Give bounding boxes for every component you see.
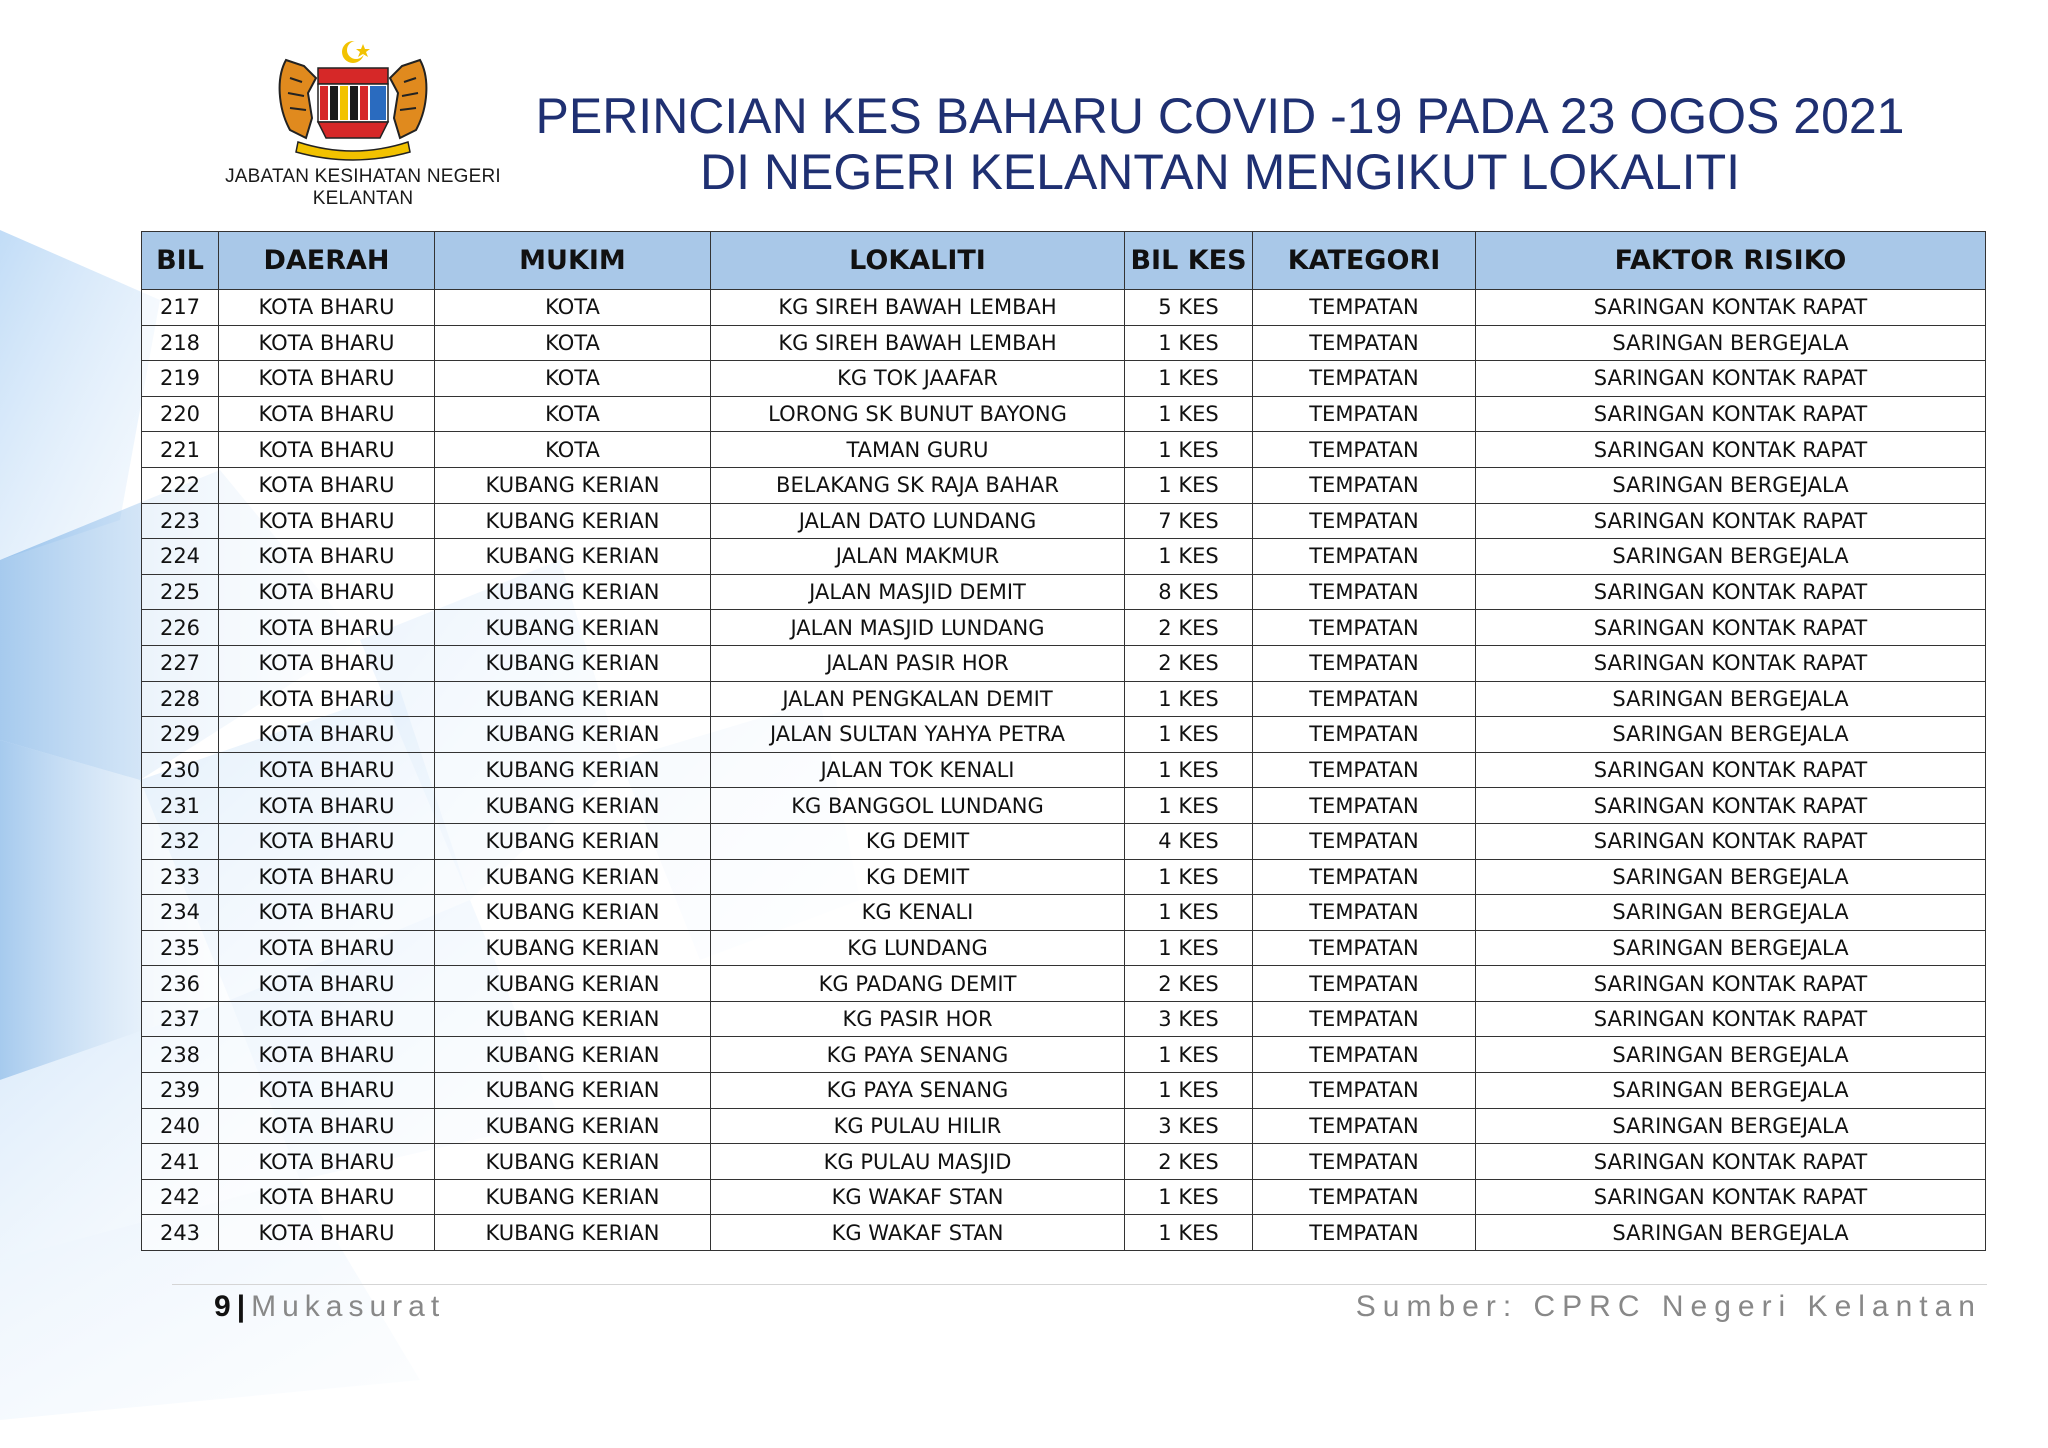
cell-mukim: KUBANG KERIAN <box>435 539 711 575</box>
cell-daerah: KOTA BHARU <box>219 1179 435 1215</box>
cell-mukim: KUBANG KERIAN <box>435 1001 711 1037</box>
cell-kategori: TEMPATAN <box>1253 1073 1476 1109</box>
cell-bil-kes: 1 KES <box>1125 788 1253 824</box>
cell-bil-kes: 1 KES <box>1125 717 1253 753</box>
table-row <box>142 432 1986 468</box>
cell-kategori: TEMPATAN <box>1253 610 1476 646</box>
cell-bil-kes: 7 KES <box>1125 503 1253 539</box>
cell-mukim: KOTA <box>435 325 711 361</box>
table-row <box>142 966 1986 1002</box>
cell-lokaliti: KG WAKAF STAN <box>711 1215 1125 1251</box>
cell-bil-kes: 4 KES <box>1125 823 1253 859</box>
cell-kategori: TEMPATAN <box>1253 396 1476 432</box>
cell-bil: 240 <box>142 1108 219 1144</box>
cell-bil-kes: 2 KES <box>1125 610 1253 646</box>
cell-daerah: KOTA BHARU <box>219 823 435 859</box>
cell-lokaliti: KG PULAU HILIR <box>711 1108 1125 1144</box>
cell-faktor-risiko: SARINGAN KONTAK RAPAT <box>1476 432 1986 468</box>
cell-lokaliti: KG PASIR HOR <box>711 1001 1125 1037</box>
cell-bil: 223 <box>142 503 219 539</box>
cell-mukim: KUBANG KERIAN <box>435 752 711 788</box>
cell-daerah: KOTA BHARU <box>219 895 435 931</box>
table-row <box>142 290 1986 326</box>
cell-bil-kes: 3 KES <box>1125 1001 1253 1037</box>
cell-daerah: KOTA BHARU <box>219 396 435 432</box>
cell-bil-kes: 1 KES <box>1125 361 1253 397</box>
cell-bil-kes: 1 KES <box>1125 895 1253 931</box>
column-header-lokaliti: LOKALITI <box>711 232 1125 290</box>
cell-mukim: KUBANG KERIAN <box>435 1215 711 1251</box>
cell-lokaliti: KG PULAU MASJID <box>711 1144 1125 1180</box>
cell-daerah: KOTA BHARU <box>219 859 435 895</box>
cell-faktor-risiko: SARINGAN KONTAK RAPAT <box>1476 396 1986 432</box>
title-line-1: PERINCIAN KES BAHARU COVID -19 PADA 23 OGOS 2021 <box>535 88 1905 144</box>
cell-kategori: TEMPATAN <box>1253 717 1476 753</box>
cell-bil-kes: 2 KES <box>1125 645 1253 681</box>
column-header-kategori: KATEGORI <box>1253 232 1476 290</box>
cell-daerah: KOTA BHARU <box>219 1144 435 1180</box>
cell-bil: 222 <box>142 467 219 503</box>
cell-bil-kes: 1 KES <box>1125 1215 1253 1251</box>
cell-mukim: KUBANG KERIAN <box>435 574 711 610</box>
cell-kategori: TEMPATAN <box>1253 859 1476 895</box>
cell-daerah: KOTA BHARU <box>219 1108 435 1144</box>
cell-daerah: KOTA BHARU <box>219 930 435 966</box>
cell-mukim: KUBANG KERIAN <box>435 930 711 966</box>
cell-kategori: TEMPATAN <box>1253 1144 1476 1180</box>
table-row <box>142 1037 1986 1073</box>
cell-bil: 243 <box>142 1215 219 1251</box>
cell-lokaliti: KG SIREH BAWAH LEMBAH <box>711 325 1125 361</box>
cell-faktor-risiko: SARINGAN BERGEJALA <box>1476 930 1986 966</box>
cell-kategori: TEMPATAN <box>1253 290 1476 326</box>
table-row <box>142 325 1986 361</box>
table-row <box>142 1108 1986 1144</box>
cell-mukim: KUBANG KERIAN <box>435 610 711 646</box>
cell-kategori: TEMPATAN <box>1253 361 1476 397</box>
table-row <box>142 1179 1986 1215</box>
cell-lokaliti: KG LUNDANG <box>711 930 1125 966</box>
page-number: 9 <box>214 1290 231 1323</box>
cell-bil-kes: 1 KES <box>1125 1037 1253 1073</box>
cell-kategori: TEMPATAN <box>1253 681 1476 717</box>
cell-mukim: KUBANG KERIAN <box>435 859 711 895</box>
table-row <box>142 610 1986 646</box>
cell-lokaliti: JALAN TOK KENALI <box>711 752 1125 788</box>
cell-bil-kes: 1 KES <box>1125 1073 1253 1109</box>
cell-daerah: KOTA BHARU <box>219 966 435 1002</box>
footer-divider <box>172 1284 1987 1285</box>
cell-mukim: KUBANG KERIAN <box>435 1179 711 1215</box>
cell-daerah: KOTA BHARU <box>219 752 435 788</box>
cell-daerah: KOTA BHARU <box>219 1001 435 1037</box>
cell-bil: 224 <box>142 539 219 575</box>
cell-lokaliti: KG DEMIT <box>711 859 1125 895</box>
cell-faktor-risiko: SARINGAN BERGEJALA <box>1476 1037 1986 1073</box>
cell-bil: 218 <box>142 325 219 361</box>
cell-daerah: KOTA BHARU <box>219 467 435 503</box>
table-row <box>142 859 1986 895</box>
cell-faktor-risiko: SARINGAN KONTAK RAPAT <box>1476 788 1986 824</box>
page-number-block <box>214 1290 445 1324</box>
cell-kategori: TEMPATAN <box>1253 895 1476 931</box>
cell-kategori: TEMPATAN <box>1253 1215 1476 1251</box>
cell-kategori: TEMPATAN <box>1253 503 1476 539</box>
cell-lokaliti: JALAN PASIR HOR <box>711 645 1125 681</box>
cell-lokaliti: KG PAYA SENANG <box>711 1073 1125 1109</box>
cell-faktor-risiko: SARINGAN KONTAK RAPAT <box>1476 503 1986 539</box>
cell-faktor-risiko: SARINGAN BERGEJALA <box>1476 1108 1986 1144</box>
cell-mukim: KUBANG KERIAN <box>435 823 711 859</box>
cell-bil-kes: 1 KES <box>1125 752 1253 788</box>
cell-bil: 236 <box>142 966 219 1002</box>
cell-kategori: TEMPATAN <box>1253 966 1476 1002</box>
cell-daerah: KOTA BHARU <box>219 503 435 539</box>
cell-daerah: KOTA BHARU <box>219 290 435 326</box>
page-title <box>520 88 1920 200</box>
cell-mukim: KUBANG KERIAN <box>435 966 711 1002</box>
cell-bil: 230 <box>142 752 219 788</box>
cell-bil-kes: 1 KES <box>1125 467 1253 503</box>
cell-kategori: TEMPATAN <box>1253 1001 1476 1037</box>
cell-bil-kes: 1 KES <box>1125 396 1253 432</box>
cell-bil: 237 <box>142 1001 219 1037</box>
cell-faktor-risiko: SARINGAN BERGEJALA <box>1476 895 1986 931</box>
page-label: Mukasurat <box>251 1290 446 1323</box>
cell-mukim: KUBANG KERIAN <box>435 503 711 539</box>
cell-kategori: TEMPATAN <box>1253 325 1476 361</box>
cell-bil-kes: 1 KES <box>1125 539 1253 575</box>
cell-lokaliti: TAMAN GURU <box>711 432 1125 468</box>
cell-bil: 239 <box>142 1073 219 1109</box>
cell-lokaliti: JALAN MASJID LUNDANG <box>711 610 1125 646</box>
table-row <box>142 788 1986 824</box>
source-credit: Sumber: CPRC Negeri Kelantan <box>1355 1290 1982 1323</box>
cell-bil: 220 <box>142 396 219 432</box>
cell-bil: 219 <box>142 361 219 397</box>
column-header-bil-kes: BIL KES <box>1125 232 1253 290</box>
cell-mukim: KUBANG KERIAN <box>435 895 711 931</box>
table-row <box>142 1001 1986 1037</box>
column-header-bil: BIL <box>142 232 219 290</box>
cell-faktor-risiko: SARINGAN KONTAK RAPAT <box>1476 574 1986 610</box>
cell-bil: 232 <box>142 823 219 859</box>
cell-lokaliti: LORONG SK BUNUT BAYONG <box>711 396 1125 432</box>
cell-kategori: TEMPATAN <box>1253 788 1476 824</box>
cell-faktor-risiko: SARINGAN KONTAK RAPAT <box>1476 1179 1986 1215</box>
table-row <box>142 503 1986 539</box>
cell-faktor-risiko: SARINGAN BERGEJALA <box>1476 539 1986 575</box>
cell-lokaliti: JALAN MASJID DEMIT <box>711 574 1125 610</box>
table-row <box>142 752 1986 788</box>
cell-bil: 242 <box>142 1179 219 1215</box>
cell-faktor-risiko: SARINGAN BERGEJALA <box>1476 681 1986 717</box>
cell-bil-kes: 1 KES <box>1125 681 1253 717</box>
cell-lokaliti: KG PAYA SENANG <box>711 1037 1125 1073</box>
column-header-mukim: MUKIM <box>435 232 711 290</box>
cell-faktor-risiko: SARINGAN BERGEJALA <box>1476 859 1986 895</box>
table-row <box>142 539 1986 575</box>
cell-mukim: KOTA <box>435 432 711 468</box>
cell-mukim: KUBANG KERIAN <box>435 1108 711 1144</box>
cell-kategori: TEMPATAN <box>1253 1108 1476 1144</box>
cell-bil: 227 <box>142 645 219 681</box>
cell-faktor-risiko: SARINGAN BERGEJALA <box>1476 325 1986 361</box>
cell-faktor-risiko: SARINGAN BERGEJALA <box>1476 717 1986 753</box>
table-row <box>142 1215 1986 1251</box>
cell-lokaliti: KG DEMIT <box>711 823 1125 859</box>
cell-lokaliti: KG SIREH BAWAH LEMBAH <box>711 290 1125 326</box>
cell-bil-kes: 1 KES <box>1125 859 1253 895</box>
cell-kategori: TEMPATAN <box>1253 574 1476 610</box>
table-row <box>142 361 1986 397</box>
cell-kategori: TEMPATAN <box>1253 1179 1476 1215</box>
cell-bil: 229 <box>142 717 219 753</box>
cell-bil: 217 <box>142 290 219 326</box>
cell-bil: 238 <box>142 1037 219 1073</box>
cell-bil: 228 <box>142 681 219 717</box>
cell-mukim: KUBANG KERIAN <box>435 788 711 824</box>
cell-daerah: KOTA BHARU <box>219 1215 435 1251</box>
cell-faktor-risiko: SARINGAN KONTAK RAPAT <box>1476 361 1986 397</box>
cell-kategori: TEMPATAN <box>1253 539 1476 575</box>
column-header-daerah: DAERAH <box>219 232 435 290</box>
cell-kategori: TEMPATAN <box>1253 645 1476 681</box>
cell-bil: 234 <box>142 895 219 931</box>
cell-daerah: KOTA BHARU <box>219 788 435 824</box>
cell-bil: 233 <box>142 859 219 895</box>
cell-mukim: KOTA <box>435 361 711 397</box>
cell-bil-kes: 1 KES <box>1125 1179 1253 1215</box>
cell-bil-kes: 2 KES <box>1125 966 1253 1002</box>
cell-lokaliti: JALAN MAKMUR <box>711 539 1125 575</box>
table-row <box>142 645 1986 681</box>
table-row <box>142 717 1986 753</box>
cell-daerah: KOTA BHARU <box>219 325 435 361</box>
table-row <box>142 895 1986 931</box>
cell-bil-kes: 5 KES <box>1125 290 1253 326</box>
cell-lokaliti: KG WAKAF STAN <box>711 1179 1125 1215</box>
cell-daerah: KOTA BHARU <box>219 361 435 397</box>
cell-kategori: TEMPATAN <box>1253 467 1476 503</box>
cell-lokaliti: KG TOK JAAFAR <box>711 361 1125 397</box>
cell-faktor-risiko: SARINGAN KONTAK RAPAT <box>1476 752 1986 788</box>
cell-lokaliti: JALAN PENGKALAN DEMIT <box>711 681 1125 717</box>
page-separator: | <box>236 1290 246 1323</box>
cell-mukim: KUBANG KERIAN <box>435 1037 711 1073</box>
cell-faktor-risiko: SARINGAN KONTAK RAPAT <box>1476 645 1986 681</box>
table-row <box>142 681 1986 717</box>
cell-mukim: KUBANG KERIAN <box>435 1073 711 1109</box>
cell-faktor-risiko: SARINGAN BERGEJALA <box>1476 1215 1986 1251</box>
title-line-2: DI NEGERI KELANTAN MENGIKUT LOKALITI <box>699 144 1741 200</box>
cell-mukim: KUBANG KERIAN <box>435 717 711 753</box>
department-name: JABATAN KESIHATAN NEGERI KELANTAN <box>225 166 501 209</box>
cell-bil-kes: 8 KES <box>1125 574 1253 610</box>
cell-faktor-risiko: SARINGAN KONTAK RAPAT <box>1476 290 1986 326</box>
cell-bil-kes: 1 KES <box>1125 325 1253 361</box>
cell-bil: 221 <box>142 432 219 468</box>
table-row <box>142 1073 1986 1109</box>
cell-mukim: KUBANG KERIAN <box>435 681 711 717</box>
cell-bil: 231 <box>142 788 219 824</box>
cell-mukim: KUBANG KERIAN <box>435 467 711 503</box>
cell-bil: 235 <box>142 930 219 966</box>
cell-daerah: KOTA BHARU <box>219 574 435 610</box>
cell-daerah: KOTA BHARU <box>219 432 435 468</box>
cell-kategori: TEMPATAN <box>1253 432 1476 468</box>
column-header-faktor-risiko: FAKTOR RISIKO <box>1476 232 1986 290</box>
coat-of-arms-icon <box>268 38 438 163</box>
cell-lokaliti: BELAKANG SK RAJA BAHAR <box>711 467 1125 503</box>
cell-daerah: KOTA BHARU <box>219 717 435 753</box>
cell-bil-kes: 1 KES <box>1125 432 1253 468</box>
cell-faktor-risiko: SARINGAN KONTAK RAPAT <box>1476 823 1986 859</box>
cell-kategori: TEMPATAN <box>1253 930 1476 966</box>
cell-daerah: KOTA BHARU <box>219 539 435 575</box>
cell-daerah: KOTA BHARU <box>219 681 435 717</box>
table-row <box>142 467 1986 503</box>
table-row <box>142 396 1986 432</box>
cell-mukim: KUBANG KERIAN <box>435 645 711 681</box>
cell-lokaliti: JALAN SULTAN YAHYA PETRA <box>711 717 1125 753</box>
cell-bil: 241 <box>142 1144 219 1180</box>
table-row <box>142 1144 1986 1180</box>
cases-table <box>141 231 1986 1251</box>
table-row <box>142 574 1986 610</box>
table-row <box>142 823 1986 859</box>
cell-faktor-risiko: SARINGAN KONTAK RAPAT <box>1476 610 1986 646</box>
cell-faktor-risiko: SARINGAN BERGEJALA <box>1476 467 1986 503</box>
cell-bil: 225 <box>142 574 219 610</box>
cell-bil-kes: 2 KES <box>1125 1144 1253 1180</box>
cell-kategori: TEMPATAN <box>1253 752 1476 788</box>
cell-bil-kes: 1 KES <box>1125 930 1253 966</box>
cell-faktor-risiko: SARINGAN KONTAK RAPAT <box>1476 966 1986 1002</box>
cell-lokaliti: KG PADANG DEMIT <box>711 966 1125 1002</box>
cell-lokaliti: JALAN DATO LUNDANG <box>711 503 1125 539</box>
table-row <box>142 930 1986 966</box>
cell-kategori: TEMPATAN <box>1253 823 1476 859</box>
cell-bil-kes: 3 KES <box>1125 1108 1253 1144</box>
cell-faktor-risiko: SARINGAN BERGEJALA <box>1476 1073 1986 1109</box>
cell-faktor-risiko: SARINGAN KONTAK RAPAT <box>1476 1144 1986 1180</box>
cell-bil: 226 <box>142 610 219 646</box>
cell-daerah: KOTA BHARU <box>219 645 435 681</box>
table-header-row <box>142 232 1986 290</box>
cell-daerah: KOTA BHARU <box>219 610 435 646</box>
cell-lokaliti: KG BANGGOL LUNDANG <box>711 788 1125 824</box>
cell-faktor-risiko: SARINGAN KONTAK RAPAT <box>1476 1001 1986 1037</box>
cell-kategori: TEMPATAN <box>1253 1037 1476 1073</box>
cell-mukim: KUBANG KERIAN <box>435 1144 711 1180</box>
cell-lokaliti: KG KENALI <box>711 895 1125 931</box>
cell-daerah: KOTA BHARU <box>219 1073 435 1109</box>
cell-mukim: KOTA <box>435 290 711 326</box>
cell-daerah: KOTA BHARU <box>219 1037 435 1073</box>
cell-mukim: KOTA <box>435 396 711 432</box>
